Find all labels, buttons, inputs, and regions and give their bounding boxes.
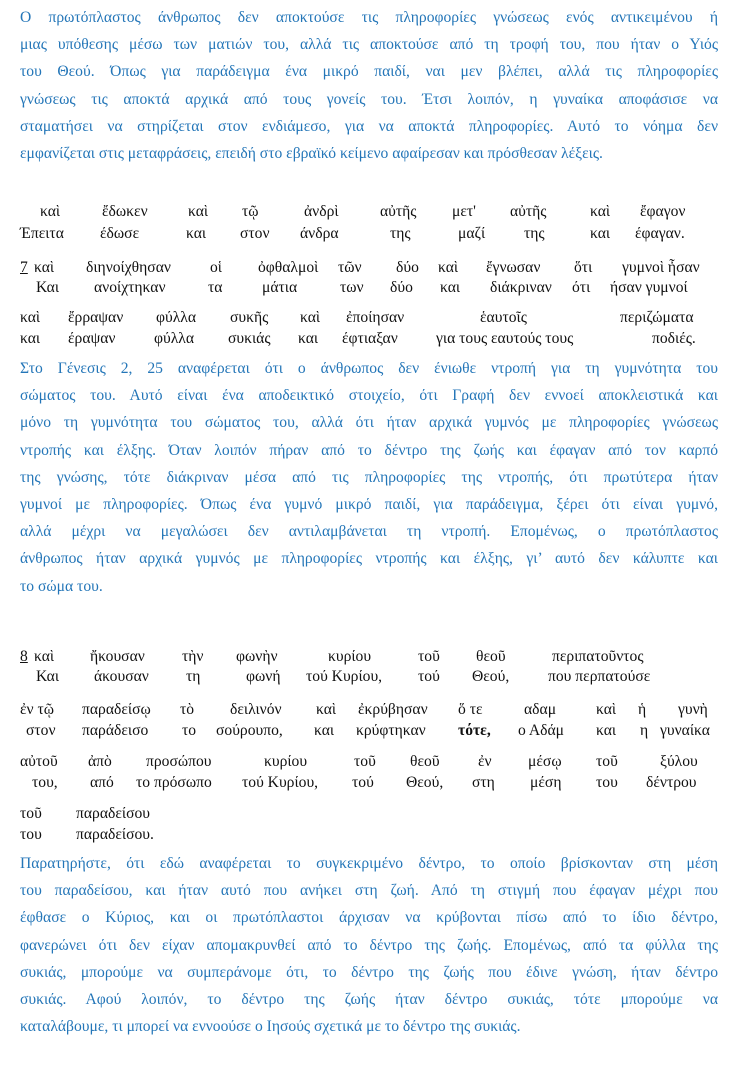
- interlinear-translation-row: [20, 668, 718, 690]
- translation-word: Έπειτα: [20, 225, 64, 242]
- translation-word: στον: [26, 722, 56, 739]
- translation-word: τη: [186, 668, 201, 685]
- translation-word: ποδιές.: [652, 330, 696, 347]
- paragraph-line: εμφανίζεται στις μεταφράσεις, επειδή στο εβραϊκό κείμενο αφαίρεσαν και πρόσθεσαν λέξεις.: [20, 144, 603, 162]
- greek-word: δειλινόν: [230, 701, 282, 718]
- greek-word: ἐν: [478, 753, 492, 770]
- translation-word: ο Αδάμ: [518, 722, 564, 739]
- translation-word: έδωσε: [100, 225, 140, 242]
- translation-word: παραδείσου.: [76, 826, 154, 843]
- greek-word: συκῆς: [230, 309, 269, 326]
- translation-word: στον: [240, 225, 270, 242]
- paragraph-line: άνθρωπος ήταν αρχικά γυμνός με πληροφορίες ντροπής και έλξης, γι’ αυτό δεν κάλυπτε και: [20, 550, 718, 568]
- greek-word: φύλλα: [156, 309, 197, 326]
- translation-word: Θεού,: [472, 668, 510, 685]
- translation-word: του: [596, 774, 618, 791]
- paragraph-line: αλλά μέχρι να μεγαλώσει δεν αντιλαμβάνεται τη ντροπή. Επομένως, ο πρωτόπλαστος: [20, 523, 718, 541]
- greek-word: δύο: [396, 259, 419, 276]
- paragraph-line: της γνώσης, τότε διάκριναν μέσα από τις πληροφορίες της ντροπής, ότι πρωτύτερα ήταν: [20, 468, 718, 486]
- greek-word: γυμνοὶ ἦσαν: [622, 259, 700, 276]
- interlinear-greek-row: [20, 259, 718, 281]
- paragraph-1: [20, 4, 718, 167]
- paragraph-line: γνώσεως τις αποκτά αρχικά από τους γονείς του. Έτσι λοιπόν, η γυναίκα αποφάσισε να: [20, 90, 718, 108]
- interlinear-greek-row: [20, 701, 718, 723]
- greek-word: ἐκρύβησαν: [358, 701, 428, 718]
- greek-word: οἱ: [210, 259, 222, 276]
- translation-word: τού: [352, 774, 374, 791]
- translation-word: του,: [32, 774, 58, 791]
- greek-word: μέσῳ: [528, 753, 562, 770]
- greek-word: μετ': [452, 203, 476, 220]
- translation-word: Και: [36, 668, 60, 685]
- interlinear-translation-row: [20, 826, 718, 848]
- translation-word: δύο: [390, 279, 413, 296]
- paragraph-line: συκιάς. Αφού λοιπόν, το δέντρο της ζωής ήταν δέντρο συκιάς, τότε μπορούμε να: [20, 990, 718, 1008]
- interlinear-greek-row: [20, 753, 718, 775]
- translation-word: άκουσαν: [94, 668, 149, 685]
- greek-word: θεοῦ: [410, 753, 440, 770]
- greek-word: καὶ: [590, 203, 611, 220]
- translation-word: συκιάς: [228, 330, 271, 347]
- greek-word: αὐτῆς: [380, 203, 417, 220]
- interlinear-translation-row: [20, 225, 718, 247]
- paragraph-line: το σώμα του.: [20, 577, 103, 595]
- greek-word: τοῦ: [418, 648, 440, 665]
- greek-word: θεοῦ: [476, 648, 506, 665]
- translation-word: και: [186, 225, 207, 242]
- paragraph-line: γυμνοί με πληροφορίες. Όπως ένα γυμνό μικρό παιδί, για παράδειγμα, ξέρει ότι είναι γυμνό,: [20, 495, 718, 513]
- translation-word: φύλλα: [154, 330, 195, 347]
- greek-word: ἔδωκεν: [102, 203, 148, 220]
- greek-word: αὐτοῦ: [20, 753, 58, 770]
- verse-number: 7: [20, 259, 28, 276]
- paragraph-line: μόνο τη γυμνότητα του σώματος του, αλλά ότι ήταν αρχικά γυμνός με πληροφορίες γνώσεως: [20, 414, 718, 432]
- translation-word: και: [298, 330, 319, 347]
- paragraph-line: ντροπής και έλξης. Όταν λοιπόν πήραν από το δέντρο της ζωής και έφαγαν από τον καρπό: [20, 441, 718, 459]
- paragraph-line: έφθασε ο Κύριος, και οι πρωτόπλαστοι άρχισαν να κρύβονται πίσω από το ίδιο δέντρο,: [20, 909, 718, 927]
- greek-word: τὸ: [180, 701, 195, 718]
- translation-word: του: [20, 826, 42, 843]
- greek-word: τοῦ: [20, 805, 42, 822]
- interlinear-greek-row: [20, 648, 718, 670]
- greek-word: καὶ: [188, 203, 209, 220]
- greek-word: καὶ: [300, 309, 321, 326]
- greek-word: ἐν τῷ: [20, 701, 55, 718]
- paragraph-line: μιας υπόθεσης μέσω των ματιών του, αλλά τις αποκτούσε από τη τροφή του, που ήταν ο Υιός: [20, 36, 718, 54]
- translation-word: κρύφτηκαν: [356, 722, 426, 739]
- translation-word: και: [440, 279, 461, 296]
- paragraph-line: Στο Γένεσις 2, 25 αναφέρεται ότι ο άνθρωπος δεν ένιωθε ντροπή για τη γυμνότητα του: [20, 360, 718, 377]
- translation-word: από: [90, 774, 114, 791]
- paragraph-line: συκιάς, μπορούμε να συμπεράνομε ότι, το δέντρο της ζωής που έδινε γνώση, ήταν δέντρο: [20, 963, 718, 981]
- translation-word: φωνή: [246, 668, 281, 685]
- translation-word: ήσαν γυμνοί: [610, 279, 688, 296]
- greek-word: ἡ: [638, 701, 647, 718]
- greek-word: περιζώματα: [620, 309, 694, 326]
- greek-word: καὶ: [438, 259, 459, 276]
- translation-word: της: [390, 225, 411, 242]
- translation-word: και: [596, 722, 617, 739]
- paragraph-line: καταλάβουμε, τι μπορεί να εννοούσε ο Ιησούς σχετικά με το δέντρο της συκιάς.: [20, 1018, 521, 1036]
- translation-word: η: [640, 722, 649, 739]
- translation-word: της: [524, 225, 545, 242]
- greek-word: κυρίου: [264, 753, 308, 770]
- greek-word: αδαμ: [524, 701, 557, 718]
- translation-word: και: [590, 225, 611, 242]
- translation-word: τού Κυρίου,: [306, 668, 383, 685]
- paragraph-line: του Θεού. Όπως για παράδειγμα ένα μικρό παιδί, ναι μεν βλέπει, αλλά τις πληροφορίες: [20, 63, 718, 81]
- translation-word: έφαγαν.: [635, 225, 685, 242]
- greek-word: ὅ τε: [458, 701, 483, 718]
- greek-word: τοῦ: [354, 753, 376, 770]
- interlinear-greek-row: [20, 203, 718, 225]
- paragraph-line: Ο πρωτόπλαστος άνθρωπος δεν αποκτούσε τις πληροφορίες γνώσεως ενός αντικειμένου ή: [20, 9, 718, 26]
- verse-number-8: [20, 648, 28, 666]
- translation-word: μαζί: [458, 225, 486, 242]
- greek-word: καὶ: [34, 259, 55, 276]
- greek-word: ἔγνωσαν: [486, 259, 541, 276]
- greek-word: ὅτι: [574, 259, 593, 276]
- translation-word: τα: [208, 279, 223, 296]
- greek-word: ἔρραψαν: [68, 309, 124, 326]
- interlinear-greek-row: [20, 805, 718, 827]
- translation-word: τού Κυρίου,: [242, 774, 319, 791]
- interlinear-greek-row: [20, 309, 718, 331]
- translation-word: και: [314, 722, 335, 739]
- greek-word: παραδείσῳ: [82, 701, 151, 718]
- greek-word: τοῦ: [596, 753, 618, 770]
- translation-word: για τους εαυτούς τους: [436, 330, 574, 347]
- translation-word: στη: [472, 774, 495, 791]
- greek-word: καὶ: [40, 203, 61, 220]
- translation-word: τού: [418, 668, 440, 685]
- greek-word: καὶ: [596, 701, 617, 718]
- greek-word: ἤκουσαν: [90, 648, 145, 665]
- interlinear-translation-row: [20, 774, 718, 796]
- translation-word: έραψαν: [68, 330, 116, 347]
- greek-word: παραδείσου: [76, 805, 151, 822]
- paragraph-line: Παρατηρήστε, ότι εδώ αναφέρεται το συγκεκριμένο δέντρο, το οποίο βρίσκονταν στη μέση: [20, 855, 718, 872]
- greek-word: διηνοίχθησαν: [86, 259, 171, 276]
- translation-word: Και: [36, 279, 60, 296]
- greek-word: ἀπὸ: [88, 753, 112, 770]
- translation-word: τότε,: [458, 722, 491, 739]
- interlinear-translation-row: [20, 330, 718, 352]
- translation-word: δέντρου: [646, 774, 697, 791]
- paragraph-line: φανερώνει ότι δεν είχαν απομακρυνθεί από το δέντρο της ζωής. Επομένως, από τα φύλλα της: [20, 936, 718, 954]
- translation-word: των: [340, 279, 364, 296]
- greek-word: αὐτῆς: [510, 203, 547, 220]
- greek-word: τῷ: [242, 203, 259, 220]
- translation-word: διάκριναν: [490, 279, 552, 296]
- paragraph-line: σταματήσει να στηρίζεται στον ενδιάμεσο, για να αποκτά πληροφορίες. Αυτό το νόημα δεν: [20, 117, 718, 135]
- translation-word: ανοίχτηκαν: [94, 279, 166, 296]
- translation-word: σούρουπο,: [216, 722, 283, 739]
- translation-word: μάτια: [262, 279, 298, 296]
- greek-word: ἑαυτοῖς: [480, 309, 527, 326]
- paragraph-3: [20, 850, 718, 1040]
- greek-word: κυρίου: [328, 648, 372, 665]
- greek-word: τὴν: [182, 648, 204, 665]
- verse-number-7: [20, 259, 28, 277]
- verse-number: 8: [20, 648, 28, 665]
- translation-word: το πρόσωπο: [136, 774, 212, 791]
- greek-word: καὶ: [316, 701, 337, 718]
- paragraph-2: [20, 355, 718, 600]
- interlinear-translation-row: [20, 722, 718, 744]
- translation-word: μέση: [530, 774, 562, 791]
- greek-word: ὀφθαλμοὶ: [258, 259, 319, 276]
- translation-word: και: [20, 330, 41, 347]
- translation-word: παράδεισο: [82, 722, 149, 739]
- greek-word: ἐποίησαν: [346, 309, 405, 326]
- greek-word: ξύλου: [660, 753, 698, 770]
- greek-word: τῶν: [338, 259, 362, 276]
- interlinear-translation-row: [20, 279, 718, 301]
- translation-word: έφτιαξαν: [342, 330, 398, 347]
- greek-word: ἀνδρὶ: [304, 203, 339, 220]
- paragraph-line: του παραδείσου, και ήταν αυτό που ανήκει στη ζωή. Από τη στιγμή που έφαγαν μέχρι που: [20, 882, 718, 900]
- translation-word: Θεού,: [406, 774, 444, 791]
- translation-word: άνδρα: [300, 225, 339, 242]
- greek-word: καὶ: [20, 309, 41, 326]
- translation-word: ότι: [572, 279, 591, 296]
- greek-word: προσώπου: [146, 753, 212, 770]
- paragraph-line: σώματος του. Αυτό είναι ένα αποδεικτικό στοιχείο, ότι Γραφή δεν εννοεί αποκλειστικά και: [20, 387, 718, 405]
- translation-word: γυναίκα: [660, 722, 710, 739]
- greek-word: γυνὴ: [678, 701, 708, 718]
- greek-word: καὶ: [34, 648, 55, 665]
- greek-word: περιπατοῦντος: [552, 648, 644, 665]
- translation-word: το: [182, 722, 197, 739]
- greek-word: φωνὴν: [236, 648, 278, 665]
- greek-word: ἔφαγον: [640, 203, 686, 220]
- translation-word: που περπατούσε: [548, 668, 651, 685]
